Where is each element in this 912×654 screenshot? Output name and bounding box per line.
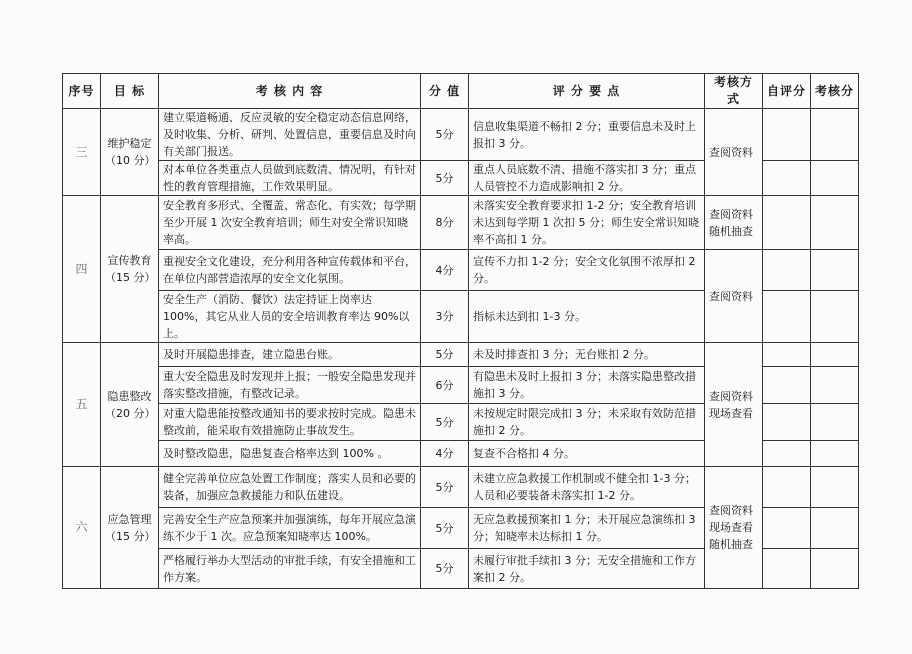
section-goal <box>101 467 159 589</box>
score-cell: 5分 <box>421 109 469 161</box>
method-cell: 查阅资料现场查看 <box>705 343 763 467</box>
check-score-cell[interactable] <box>811 404 859 441</box>
header-seq: 序号 <box>63 74 101 109</box>
rule-cell: 复查不合格扣 4 分。 <box>469 441 705 467</box>
section-goal <box>101 109 159 196</box>
self-score-cell[interactable] <box>763 367 811 404</box>
score-cell: 5分 <box>421 549 469 589</box>
score-cell: 5分 <box>421 161 469 196</box>
rule-cell: 未落实安全教育要求扣 1-2 分；安全教育培训未达到每学期 1 次扣 5 分；师生安全常识知晓率不高扣 1 分。 <box>469 196 705 250</box>
header-method: 考核方式 <box>705 74 763 109</box>
assessment-table <box>62 73 859 589</box>
check-score-cell[interactable] <box>811 467 859 508</box>
content-cell: 重大安全隐患及时发现并上报；一般安全隐患发现并落实整改措施，有整改记录。 <box>159 367 421 404</box>
check-score-cell[interactable] <box>811 343 859 367</box>
self-score-cell[interactable] <box>763 441 811 467</box>
score-cell: 5分 <box>421 404 469 441</box>
score-cell: 3分 <box>421 291 469 343</box>
rule-cell: 重点人员底数不清、措施不落实扣 3 分；重点人员管控不力造成影响扣 2 分。 <box>469 161 705 196</box>
rule-cell: 指标未达到扣 1-3 分。 <box>469 291 705 343</box>
self-score-cell[interactable] <box>763 508 811 549</box>
self-score-cell[interactable] <box>763 467 811 508</box>
section-number: 五 <box>63 343 101 467</box>
score-cell: 5分 <box>421 508 469 549</box>
score-cell: 6分 <box>421 367 469 404</box>
rule-cell: 未建立应急救援工作机制或不健全扣 1-3 分；人员和必要装备未落实扣 1-2 分。 <box>469 467 705 508</box>
self-score-cell[interactable] <box>763 109 811 161</box>
header-check-score: 考核分 <box>811 74 859 109</box>
header-self-score: 自评分 <box>763 74 811 109</box>
goal-label: 应急管理 <box>107 512 152 526</box>
method-cell: 查阅资料随机抽查 <box>705 196 763 250</box>
method-cell: 查阅资料 <box>705 109 763 196</box>
self-score-cell[interactable] <box>763 549 811 589</box>
check-score-cell[interactable] <box>811 441 859 467</box>
check-score-cell[interactable] <box>811 549 859 589</box>
goal-label: 维护稳定 <box>107 137 152 150</box>
check-score-cell[interactable] <box>811 250 859 291</box>
check-score-cell[interactable] <box>811 161 859 196</box>
content-cell: 完善安全生产应急预案并加强演练，每年开展应急演练不少于 1 次。应急预案知晓率达 100%。 <box>159 508 421 549</box>
content-cell: 健全完善单位应急处置工作制度；落实人员和必要的装备，加强应急救援能力和队伍建设。 <box>159 467 421 508</box>
content-cell: 及时整改隐患，隐患复查合格率达到 100% 。 <box>159 441 421 467</box>
self-score-cell[interactable] <box>763 196 811 250</box>
section-number: 四 <box>63 196 101 343</box>
goal-points: （15 分） <box>105 529 156 543</box>
method-cell: 查阅资料 <box>705 250 763 343</box>
table-row <box>63 250 859 291</box>
content-cell: 建立渠道畅通、反应灵敏的安全稳定动态信息网络，及时收集、分析、研判、处置信息，重要信息及时向有关部门报送。 <box>159 109 421 161</box>
check-score-cell[interactable] <box>811 508 859 549</box>
rule-cell: 有隐患未及时上报扣 3 分；未落实隐患整改措施扣 3 分。 <box>469 367 705 404</box>
check-score-cell[interactable] <box>811 196 859 250</box>
header-row <box>63 74 859 109</box>
header-goal: 目 标 <box>101 74 159 109</box>
rule-cell: 无应急救援预案扣 1 分；未开展应急演练扣 3 分；知晓率未达标扣 1 分。 <box>469 508 705 549</box>
section-number: 六 <box>63 467 101 589</box>
goal-points: （10 分） <box>105 154 156 167</box>
self-score-cell[interactable] <box>763 250 811 291</box>
score-cell: 4分 <box>421 250 469 291</box>
check-score-cell[interactable] <box>811 291 859 343</box>
goal-label: 隐患整改 <box>107 389 152 403</box>
self-score-cell[interactable] <box>763 291 811 343</box>
rule-cell: 信息收集渠道不畅扣 2 分；重要信息未及时上报扣 3 分。 <box>469 109 705 161</box>
content-cell: 严格履行举办大型活动的审批手续，有安全措施和工作方案。 <box>159 549 421 589</box>
table-row <box>63 109 859 161</box>
content-cell: 安全生产（消防、餐饮）法定持证上岗率达 100%，其它从业人员的安全培训教育率达 90%以上。 <box>159 291 421 343</box>
header-content: 考 核 内 容 <box>159 74 421 109</box>
content-cell: 对本单位各类重点人员做到底数清、情况明，有针对性的教育管理措施，工作效果明显。 <box>159 161 421 196</box>
rule-cell: 未履行审批手续扣 3 分；无安全措施和工作方案扣 2 分。 <box>469 549 705 589</box>
rule-cell: 宣传不力扣 1-2 分；安全文化氛围不浓厚扣 2 分。 <box>469 250 705 291</box>
score-cell: 5分 <box>421 343 469 367</box>
rule-cell: 未按规定时限完成扣 3 分；未采取有效防范措施扣 2 分。 <box>469 404 705 441</box>
self-score-cell[interactable] <box>763 343 811 367</box>
table-row <box>63 343 859 367</box>
goal-points: （20 分） <box>105 406 156 420</box>
content-cell: 安全教育多形式、全覆盖、常态化、有实效；每学期至少开展 1 次安全教育培训；师生对安全常识知晓率高。 <box>159 196 421 250</box>
header-score: 分 值 <box>421 74 469 109</box>
table-row <box>63 467 859 508</box>
score-cell: 5分 <box>421 467 469 508</box>
check-score-cell[interactable] <box>811 109 859 161</box>
self-score-cell[interactable] <box>763 161 811 196</box>
method-cell: 查阅资料现场查看随机抽查 <box>705 467 763 589</box>
score-cell: 4分 <box>421 441 469 467</box>
content-cell: 重视安全文化建设，充分利用各种宣传载体和平台，在单位内部营造浓厚的安全文化氛围。 <box>159 250 421 291</box>
section-number: 三 <box>63 109 101 196</box>
table-row <box>63 196 859 250</box>
content-cell: 对重大隐患能按整改通知书的要求按时完成。隐患未整改前，能采取有效措施防止事故发生。 <box>159 404 421 441</box>
rule-cell: 未及时排查扣 3 分；无台账扣 2 分。 <box>469 343 705 367</box>
self-score-cell[interactable] <box>763 404 811 441</box>
goal-points: （15 分） <box>105 271 156 284</box>
section-goal <box>101 343 159 467</box>
goal-label: 宣传教育 <box>107 254 152 267</box>
check-score-cell[interactable] <box>811 367 859 404</box>
score-cell: 8分 <box>421 196 469 250</box>
section-goal <box>101 196 159 343</box>
header-rule: 评 分 要 点 <box>469 74 705 109</box>
content-cell: 及时开展隐患排查，建立隐患台账。 <box>159 343 421 367</box>
